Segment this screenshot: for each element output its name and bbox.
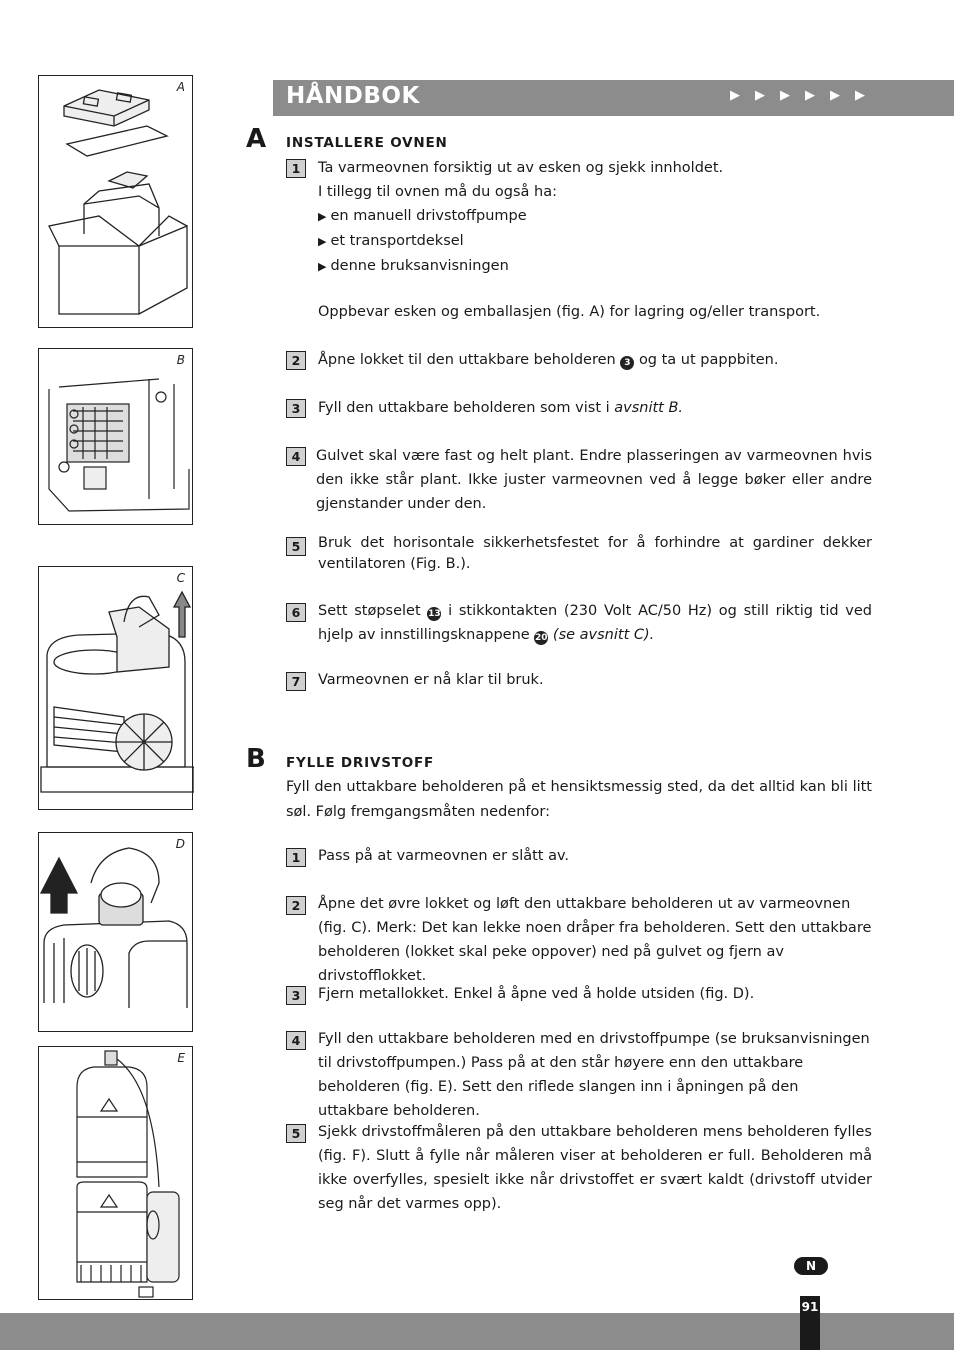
bullet-item: ▶ en manuell drivstoffpumpe [318,208,527,224]
step-a6-number: 6 [286,603,306,622]
fuel-pump-filling-illustration [39,1047,194,1301]
figure-d-label: D [175,837,185,851]
step-a6-text: Sett støpselet 13 i stikkontakten (230 Volt AC/50 Hz) og still riktig tid ved hjelp av innstillingsknappene 20 (se avsnitt C). [318,603,872,643]
bullet-item: ▶ denne bruksanvisningen [318,258,509,274]
language-badge: N [794,1257,828,1275]
step-a7-number: 7 [286,672,306,691]
step-a7-text: Varmeovnen er nå klar til bruk. [318,672,544,688]
reference-number-badge: 20 [535,633,548,643]
step-a2-text: Åpne lokket til den uttakbare beholderen 3 og ta ut pappbiten. [318,352,779,368]
heater-lift-tank-illustration [39,567,194,811]
section-b-title: FYLLE DRIVSTOFF [286,755,435,771]
step-a1-text [318,156,872,279]
figure-c [38,566,193,810]
heater-back-illustration [39,349,194,526]
figure-b-label: B [176,353,185,367]
page-number: 91 [800,1296,820,1350]
header-arrow-decoration: ▶▶▶▶▶▶ [730,88,880,103]
step-b4-text: Fyll den uttakbare beholderen med en drivstoffpumpe (se bruksanvisningen til drivstoffpumpen.) Pass på at den står høyere enn den uttakbare beholderen (fig. E). Sett den riflede slangen inn i åpningen på den uttakbare beholderen. [318,1031,870,1119]
step-a1-number: 1 [286,159,306,178]
figure-e-label: E [177,1051,185,1065]
reference-number-badge: 13 [428,609,441,619]
step-b3-text: Fjern metallokket. Enkel å åpne ved å holde utsiden (fig. D). [318,986,755,1002]
step-a2-number: 2 [286,351,306,370]
figure-a [38,75,193,328]
section-a-letter: A [246,124,267,154]
figure-d [38,832,193,1032]
bullet-item: ▶ et transportdeksel [318,233,464,249]
step-b1-text: Pass på at varmeovnen er slått av. [318,848,570,864]
header-bar [273,80,954,116]
step-b3-number: 3 [286,986,306,1005]
box-unpacking-illustration [39,76,194,329]
figure-a-label: A [176,80,185,94]
step-a1-line-1: Ta varmeovnen forsiktig ut av esken og sjekk innholdet. [318,160,724,176]
step-a5-number: 5 [286,537,306,556]
figure-c-label: C [176,571,185,585]
step-b5-number: 5 [286,1124,306,1143]
section-a-title: INSTALLERE OVNEN [286,135,448,151]
bullet-arrow-icon: ▶ [318,260,327,273]
step-a1-after: Oppbevar esken og emballasjen (fig. A) for lagring og/eller transport. [318,304,821,320]
step-b1-number: 1 [286,848,306,867]
section-b-intro: Fyll den uttakbare beholderen på et hensiktsmessig sted, da det alltid kan bli litt søl. Følg fremgangsmåten nedenfor: [286,779,872,820]
reference-number-badge: 3 [620,356,634,370]
bullet-arrow-icon: ▶ [318,210,327,223]
step-a4-number: 4 [286,447,306,466]
page-title: HÅNDBOK [286,83,420,109]
step-b2-text: Åpne det øvre lokket og løft den uttakbare beholderen ut av varmeovnen (fig. C). Merk: Det kan lekke noen dråper fra beholderen. Sett den uttakbare beholderen (lokket skal peke oppover) ned på gulvet og fjern av drivstofflokket. [318,896,872,984]
step-a4-text: Gulvet skal være fast og helt plant. Endre plasseringen av varmeovnen hvis den ikke står plant. Ikke juster varmeovnen ved å legge bøker eller andre gjenstander under den. [316,448,872,512]
step-b4-number: 4 [286,1031,306,1050]
figure-b [38,348,193,525]
step-a3-text: Fyll den uttakbare beholderen som vist i avsnitt B. [318,400,684,416]
bullet-arrow-icon: ▶ [318,235,327,248]
figure-e [38,1046,193,1300]
step-a5-text: Bruk det horisontale sikkerhetsfestet for å forhindre at gardiner dekker ventilatoren (Fig. B.). [318,535,872,572]
section-b-letter: B [246,744,266,774]
step-b2-number: 2 [286,896,306,915]
step-b5-text: Sjekk drivstoffmåleren på den uttakbare beholderen mens beholderen fylles (fig. F). Slutt å fylle når måleren viser at beholderen er full. Beholderen må ikke overfylles, spesielt ikke når drivstoffet er svært kaldt (drivstoff utvider seg når det varmes opp). [318,1124,872,1212]
step-a3-number: 3 [286,399,306,418]
tank-cap-removal-illustration [39,833,194,1033]
step-a1-line-2: I tillegg til ovnen må du også ha: [318,184,558,200]
